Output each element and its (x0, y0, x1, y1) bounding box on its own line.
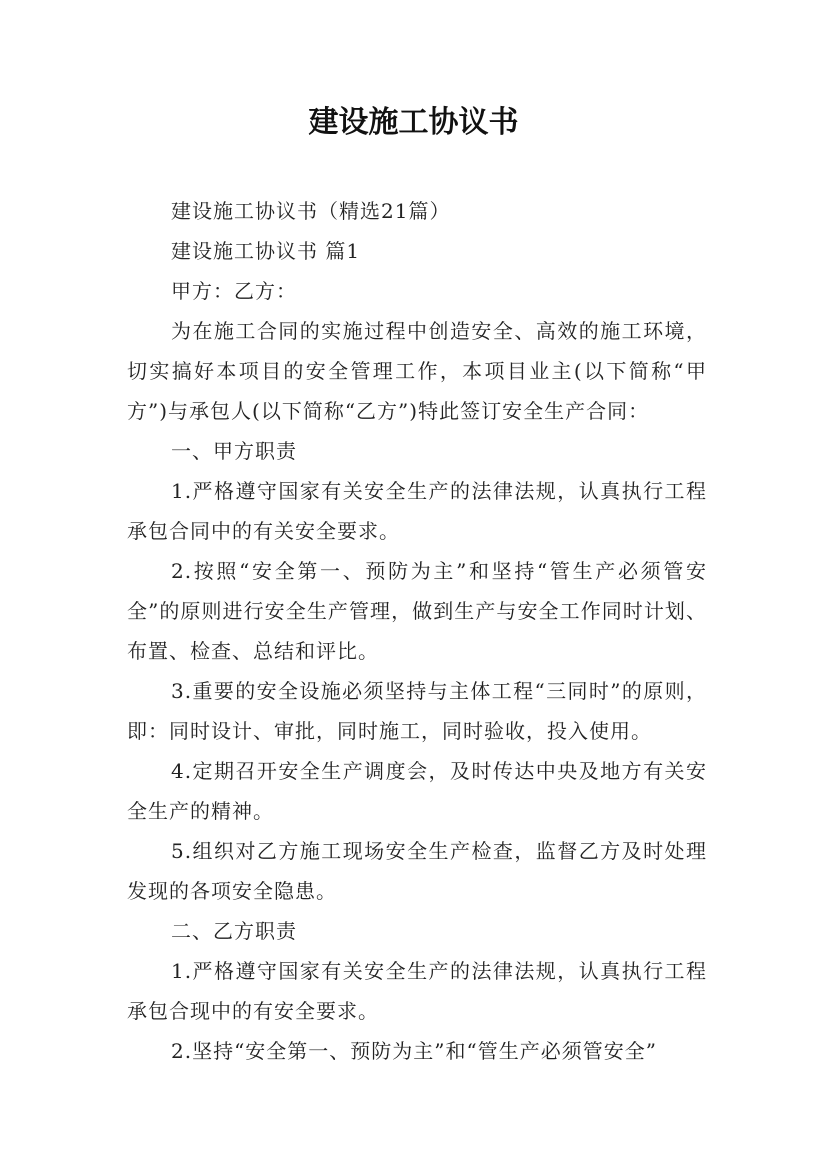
paragraph-section-heading: 建设施工协议书 篇1 (171, 239, 361, 263)
paragraph-party-a-item-1: 1.严格遵守国家有关安全生产的法律法规，认真执行工程承包合同中的有关安全要求。 (127, 479, 707, 543)
paragraph-intro: 为在施工合同的实施过程中创造安全、高效的施工环境，切实搞好本项目的安全管理工作，本项目业主(以下简称“甲方”)与承包人(以下简称“乙方”)特此签订安全生产合同： (127, 319, 707, 423)
paragraph-party-a-item-5: 5.组织对乙方施工现场安全生产检查，监督乙方及时处理发现的各项安全隐患。 (127, 839, 707, 903)
paragraph-party-b-item-2: 2.坚持“安全第一、预防为主”和“管生产必须管安全” (171, 1039, 657, 1063)
paragraph-party-a-heading: 一、甲方职责 (171, 439, 297, 463)
paragraph-subtitle: 建设施工协议书（精选21篇） (171, 199, 451, 223)
paragraph-party-a-item-4: 4.定期召开安全生产调度会，及时传达中央及地方有关安全生产的精神。 (127, 759, 707, 823)
document-title: 建设施工协议书 (308, 105, 519, 140)
paragraph-party-b-heading: 二、乙方职责 (171, 919, 297, 943)
paragraph-parties: 甲方：乙方： (171, 279, 297, 303)
paragraph-party-a-item-3: 3.重要的安全设施必须坚持与主体工程“三同时”的原则，即：同时设计、审批，同时施工，同时验收，投入使用。 (127, 679, 707, 743)
paragraph-party-a-item-2: 2.按照“安全第一、预防为主”和坚持“管生产必须管安全”的原则进行安全生产管理，做到生产与安全工作同时计划、布置、检查、总结和评比。 (127, 559, 707, 663)
document-body (127, 191, 707, 1071)
paragraph-party-b-item-1: 1.严格遵守国家有关安全生产的法律法规，认真执行工程承包合现中的有安全要求。 (127, 959, 707, 1023)
